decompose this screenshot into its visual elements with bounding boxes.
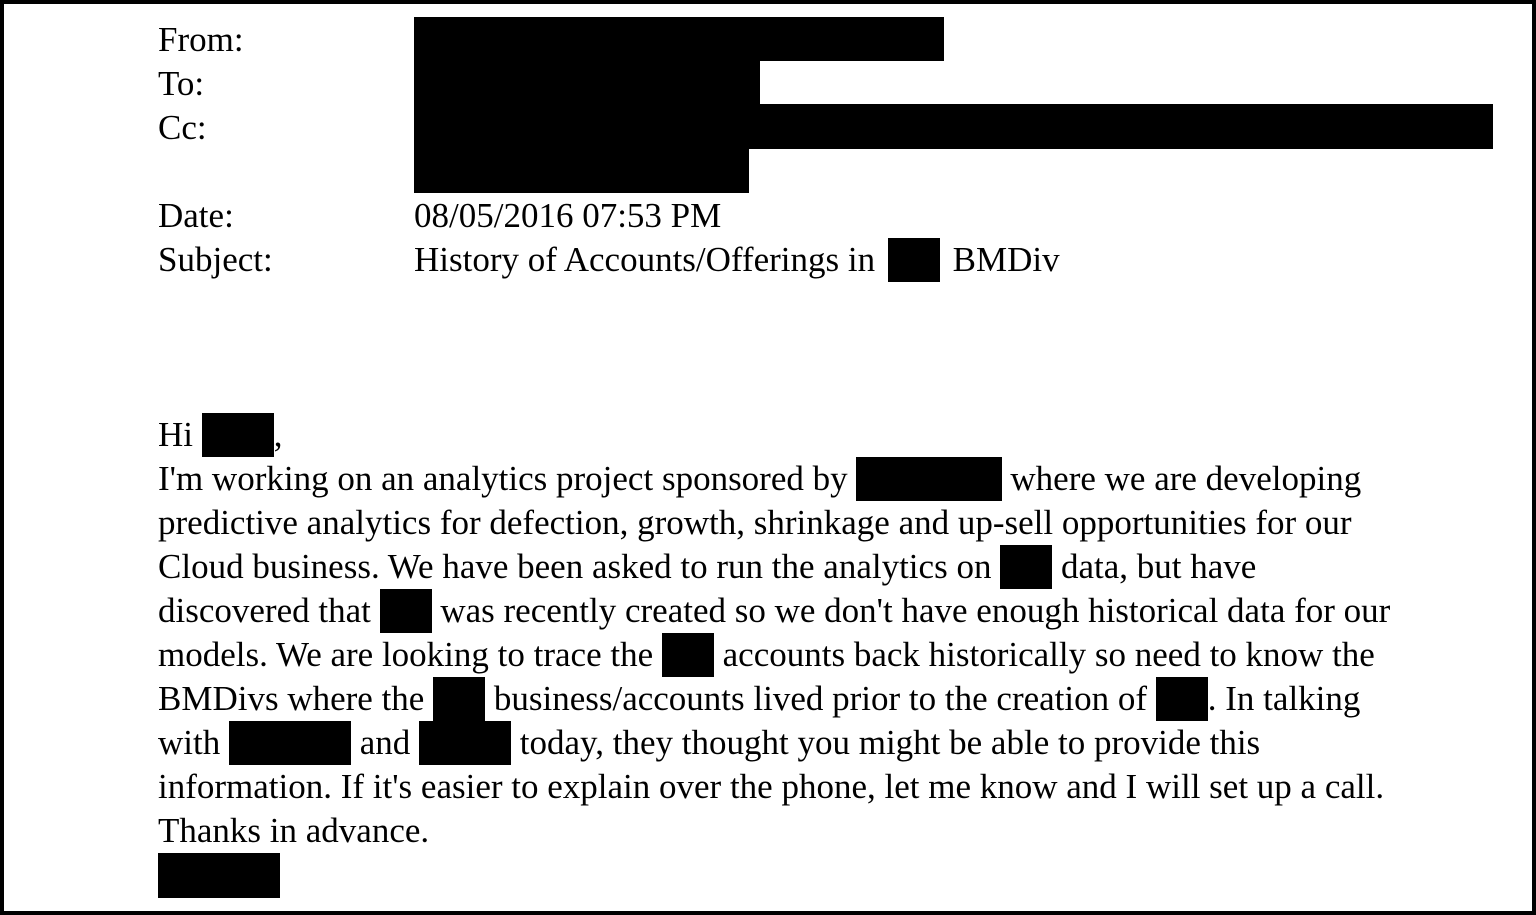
cc-redaction <box>414 104 1493 149</box>
contact-name-redaction <box>229 721 351 765</box>
subject-text-part1: History of Accounts/Offerings in <box>414 240 876 279</box>
cc-redaction-continued <box>414 148 749 193</box>
greeting-comma: , <box>273 415 283 454</box>
body-text: . In talking <box>1207 679 1361 718</box>
body-text: accounts back historically so need to know the <box>722 635 1375 674</box>
subject-label: Subject: <box>158 240 273 279</box>
body-text: with <box>158 723 221 762</box>
from-redaction <box>414 17 944 61</box>
subject-value <box>414 238 1060 282</box>
to-redaction <box>414 61 760 105</box>
body-line-9: Thanks in advance. <box>158 811 430 850</box>
greeting-hi: Hi <box>158 415 193 454</box>
body-text: discovered that <box>158 591 371 630</box>
body-line-5 <box>158 633 1375 677</box>
sponsor-redaction <box>856 457 1002 501</box>
body-text: and <box>359 723 411 762</box>
date-label: Date: <box>158 196 234 235</box>
cc-label: Cc: <box>158 108 207 147</box>
data-source-redaction <box>1000 545 1052 589</box>
body-line-3 <box>158 545 1256 589</box>
body-line-7 <box>158 721 1260 765</box>
body-line-6 <box>158 677 1360 721</box>
contact-name-redaction <box>419 721 511 765</box>
date-value: 08/05/2016 07:53 PM <box>414 196 722 235</box>
body-text: today, they thought you might be able to provide this <box>519 723 1261 762</box>
greeting-line <box>158 413 283 457</box>
body-line-1 <box>158 457 1361 501</box>
body-text: Cloud business. We have been asked to run the analytics on <box>158 547 992 586</box>
body-text: models. We are looking to trace the <box>158 635 654 674</box>
body-text: business/accounts lived prior to the creation of <box>493 679 1148 718</box>
body-text: I'm working on an analytics project sponsored by <box>158 459 848 498</box>
division-redaction <box>1156 677 1208 721</box>
recipient-name-redaction <box>202 413 274 457</box>
division-redaction <box>380 589 432 633</box>
body-text: was recently created so we don't have enough historical data for our <box>440 591 1391 630</box>
subject-redaction <box>888 238 940 282</box>
signature-redaction <box>158 853 280 898</box>
body-line-2: predictive analytics for defection, growth, shrinkage and up-sell opportunities for our <box>158 503 1352 542</box>
division-redaction <box>433 677 485 721</box>
body-text: where we are developing <box>1010 459 1362 498</box>
body-line-8: information. If it's easier to explain over the phone, let me know and I will set up a call. <box>158 767 1385 806</box>
to-label: To: <box>158 64 205 103</box>
division-redaction <box>662 633 714 677</box>
subject-text-part2: BMDiv <box>952 240 1060 279</box>
body-text: data, but have <box>1060 547 1257 586</box>
from-label: From: <box>158 20 244 59</box>
body-line-4 <box>158 589 1390 633</box>
body-text: BMDivs where the <box>158 679 425 718</box>
